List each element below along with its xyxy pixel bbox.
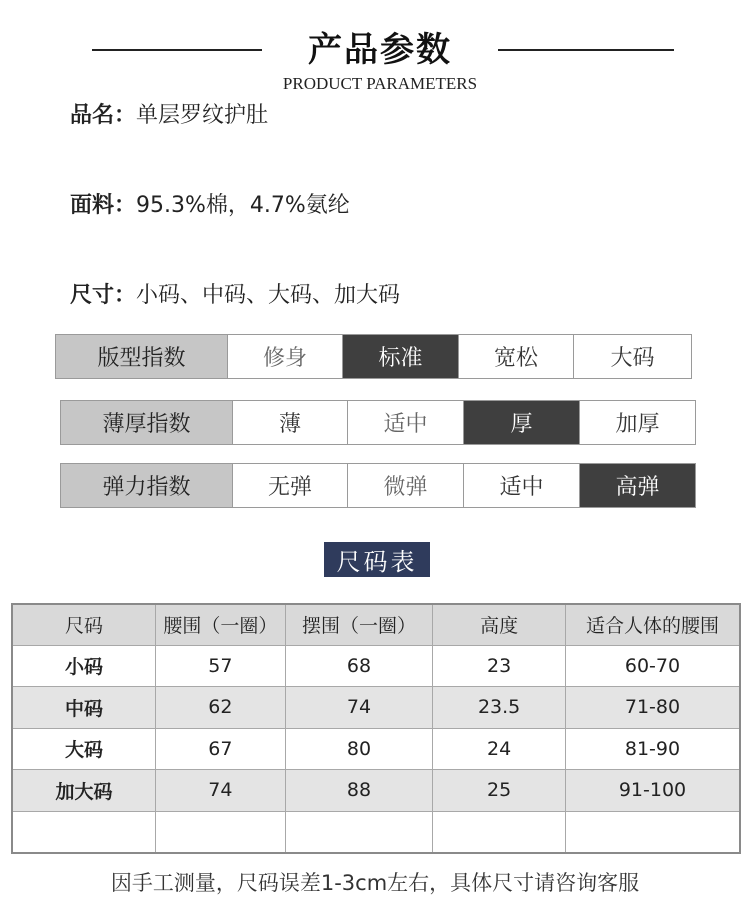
table-cell: 大码 bbox=[12, 728, 156, 770]
fit-option-large: 大码 bbox=[573, 335, 691, 378]
param-value: 单层罗纹护肚 bbox=[136, 103, 269, 128]
table-cell: 81-90 bbox=[565, 728, 740, 770]
thickness-option-thick: 厚 bbox=[463, 401, 579, 444]
elasticity-option-medium: 适中 bbox=[463, 464, 579, 507]
table-cell: 60-70 bbox=[565, 645, 740, 687]
elasticity-option-high: 高弹 bbox=[579, 464, 695, 507]
thickness-option-extra-thick: 加厚 bbox=[579, 401, 695, 444]
param-value: 小码、中码、大码、加大码 bbox=[136, 283, 401, 308]
table-cell: 小码 bbox=[12, 645, 156, 687]
thickness-index-label: 薄厚指数 bbox=[61, 401, 232, 444]
table-header-row bbox=[12, 604, 740, 645]
param-product-name bbox=[70, 98, 268, 129]
page-title: 产品参数 bbox=[308, 30, 452, 70]
table-cell: 91-100 bbox=[565, 770, 740, 812]
table-cell bbox=[565, 811, 740, 853]
param-key: 面料： bbox=[70, 193, 137, 218]
fit-option-slim: 修身 bbox=[227, 335, 342, 378]
size-chart-title: 尺码表 bbox=[324, 542, 430, 577]
table-cell: 23 bbox=[433, 645, 566, 687]
table-cell: 23.5 bbox=[433, 687, 566, 729]
header-height: 高度 bbox=[433, 604, 566, 645]
header-fit-waist: 适合人体的腰围 bbox=[565, 604, 740, 645]
param-sizes bbox=[70, 278, 400, 309]
elasticity-index-row bbox=[60, 463, 696, 508]
table-row bbox=[12, 687, 740, 729]
table-cell bbox=[12, 811, 156, 853]
thickness-option-thin: 薄 bbox=[232, 401, 347, 444]
param-key: 品名： bbox=[70, 103, 137, 128]
table-cell: 68 bbox=[285, 645, 433, 687]
thickness-option-medium: 适中 bbox=[347, 401, 463, 444]
table-cell bbox=[156, 811, 286, 853]
header-size: 尺码 bbox=[12, 604, 156, 645]
table-cell: 71-80 bbox=[565, 687, 740, 729]
table-cell: 加大码 bbox=[12, 770, 156, 812]
table-row bbox=[12, 728, 740, 770]
elasticity-index-label: 弹力指数 bbox=[61, 464, 232, 507]
table-cell: 80 bbox=[285, 728, 433, 770]
table-cell bbox=[285, 811, 433, 853]
title-divider-right bbox=[498, 49, 674, 51]
table-row bbox=[12, 645, 740, 687]
table-cell: 25 bbox=[433, 770, 566, 812]
table-cell: 88 bbox=[285, 770, 433, 812]
table-cell: 57 bbox=[156, 645, 286, 687]
fit-option-standard: 标准 bbox=[342, 335, 458, 378]
title-divider-left bbox=[92, 49, 262, 51]
table-cell: 74 bbox=[285, 687, 433, 729]
elasticity-option-none: 无弹 bbox=[232, 464, 347, 507]
table-cell: 62 bbox=[156, 687, 286, 729]
header-hem: 摆围（一圈） bbox=[285, 604, 433, 645]
page-subtitle: PRODUCT PARAMETERS bbox=[282, 74, 478, 93]
fit-option-loose: 宽松 bbox=[458, 335, 573, 378]
header-waist: 腰围（一圈） bbox=[156, 604, 286, 645]
table-cell: 67 bbox=[156, 728, 286, 770]
table-row bbox=[12, 770, 740, 812]
param-key: 尺寸： bbox=[70, 283, 137, 308]
size-chart-table bbox=[11, 603, 741, 854]
table-row bbox=[12, 811, 740, 853]
fit-index-label: 版型指数 bbox=[56, 335, 227, 378]
param-fabric bbox=[70, 188, 350, 219]
measurement-note: 因手工测量，尺码误差1-3cm左右，具体尺寸请咨询客服 bbox=[110, 871, 640, 895]
table-cell: 74 bbox=[156, 770, 286, 812]
fit-index-row bbox=[55, 334, 692, 379]
table-cell: 24 bbox=[433, 728, 566, 770]
thickness-index-row bbox=[60, 400, 696, 445]
param-value: 95.3%棉，4.7%氨纶 bbox=[136, 193, 350, 218]
table-cell: 中码 bbox=[12, 687, 156, 729]
table-cell bbox=[433, 811, 566, 853]
elasticity-option-slight: 微弹 bbox=[347, 464, 463, 507]
